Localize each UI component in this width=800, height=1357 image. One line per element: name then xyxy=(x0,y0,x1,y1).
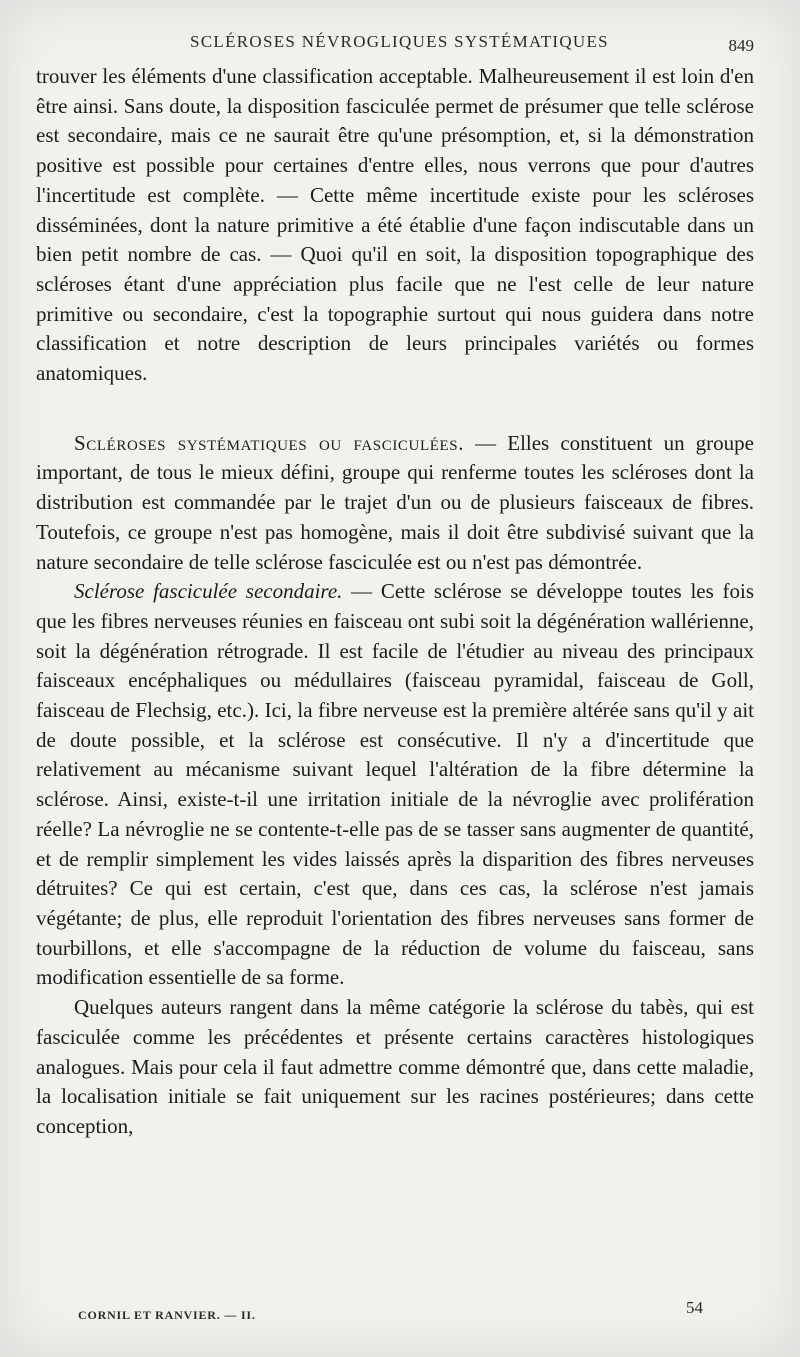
sheet-number: 54 xyxy=(686,1298,703,1317)
printer-signature: CORNIL ET RANVIER. — II. xyxy=(78,1308,256,1322)
paragraph-tabes xyxy=(36,993,754,1142)
paragraph-secondary-sclerosis xyxy=(36,577,754,993)
section-heading-secondary-sclerosis: Sclérose fasciculée secondaire. xyxy=(74,579,343,604)
page-number: 849 xyxy=(728,36,754,55)
paragraph-text: — Cette sclérose se développe toutes les fois que les fibres nerveuses réunies en faisceau ont subi soit la dégénération wallérienne, soit la dégénération rétrograde. Il est facile de l'étudier au niveau des principaux faisceaux encéphaliques ou médullaires (faisceau pyramidal, faisceau de Goll, faisceau de Flechsig, etc.). Ici, la fibre nerveuse est la première altérée sans qu'il y ait de doute possible, et la sclérose est consécutive. Il n'y a d'incertitude que relativement au mécanisme suivant lequel l'altération de la fibre détermine la sclérose. Ainsi, existe-t-il une irritation initiale de la névroglie avec prolifération réelle? La névroglie ne se contente-t-elle pas de se tasser sans augmenter de quantité, et de remplir simplement les vides laissés après la disparition des fibres nerveuses détruites? Ce qui est certain, c'est que, dans ces cas, la sclérose n'est jamais végétante; de plus, elle reproduit l'orientation des fibres nerveuses sans former de tourbillons, et elle s'accompagne de la réduction de volume du faisceau, sans modification essentielle de sa forme. xyxy=(36,579,755,990)
body-text xyxy=(36,62,754,1142)
paragraph-text: Quelques auteurs rangent dans la même catégorie la sclérose du tabès, qui est fasciculée comme les précédentes et présente certains caractères histologiques analogues. Mais pour cela il faut admettre comme démontré que, dans cette maladie, la localisation initiale se fait uniquement sur les racines postérieures; dans cette conception, xyxy=(36,995,754,1138)
page-footer xyxy=(0,1298,800,1328)
section-heading-systematic-scleroses: Scléroses systématiques ou fasciculées. xyxy=(74,430,465,455)
paragraph-text: — Elles constituent un groupe important, de tous le mieux défini, groupe qui renferme toutes les scléroses dont la distribution est commandée par le trajet d'un ou de plusieurs faisceaux de fibres. Toutefois, ce groupe n'est pas homogène, mais il doit être subdivisé suivant que la nature secondaire de telle sclérose fasciculée est ou n'est pas démontrée. xyxy=(36,430,754,574)
paragraph-systematic-scleroses xyxy=(36,429,754,578)
running-title: SCLÉROSES NÉVROGLIQUES SYSTÉMATIQUES xyxy=(190,32,609,51)
paragraph-continuation xyxy=(36,62,754,389)
paragraph-text: trouver les éléments d'une classification acceptable. Malheureusement il est loin d'en être ainsi. Sans doute, la disposition fasciculée permet de présumer que telle sclérose est secondaire, mais ce ne saurait être qu'une présomption, et, si la démonstration positive est possible pour certaines d'entre elles, nous verrons que pour d'autres l'incertitude est complète. — Cette même incertitude existe pour les scléroses disséminées, dont la nature primitive a été établie d'une façon indiscutable dans un bien petit nombre de cas. — Quoi qu'il en soit, la disposition topographique des scléroses étant d'une appréciation plus facile que ne l'est celle de leur nature primitive ou secondaire, c'est la topographie surtout qui nous guidera dans notre classification et notre description de leurs principales variétés ou formes anatomiques. xyxy=(36,64,754,386)
running-head xyxy=(0,32,800,62)
